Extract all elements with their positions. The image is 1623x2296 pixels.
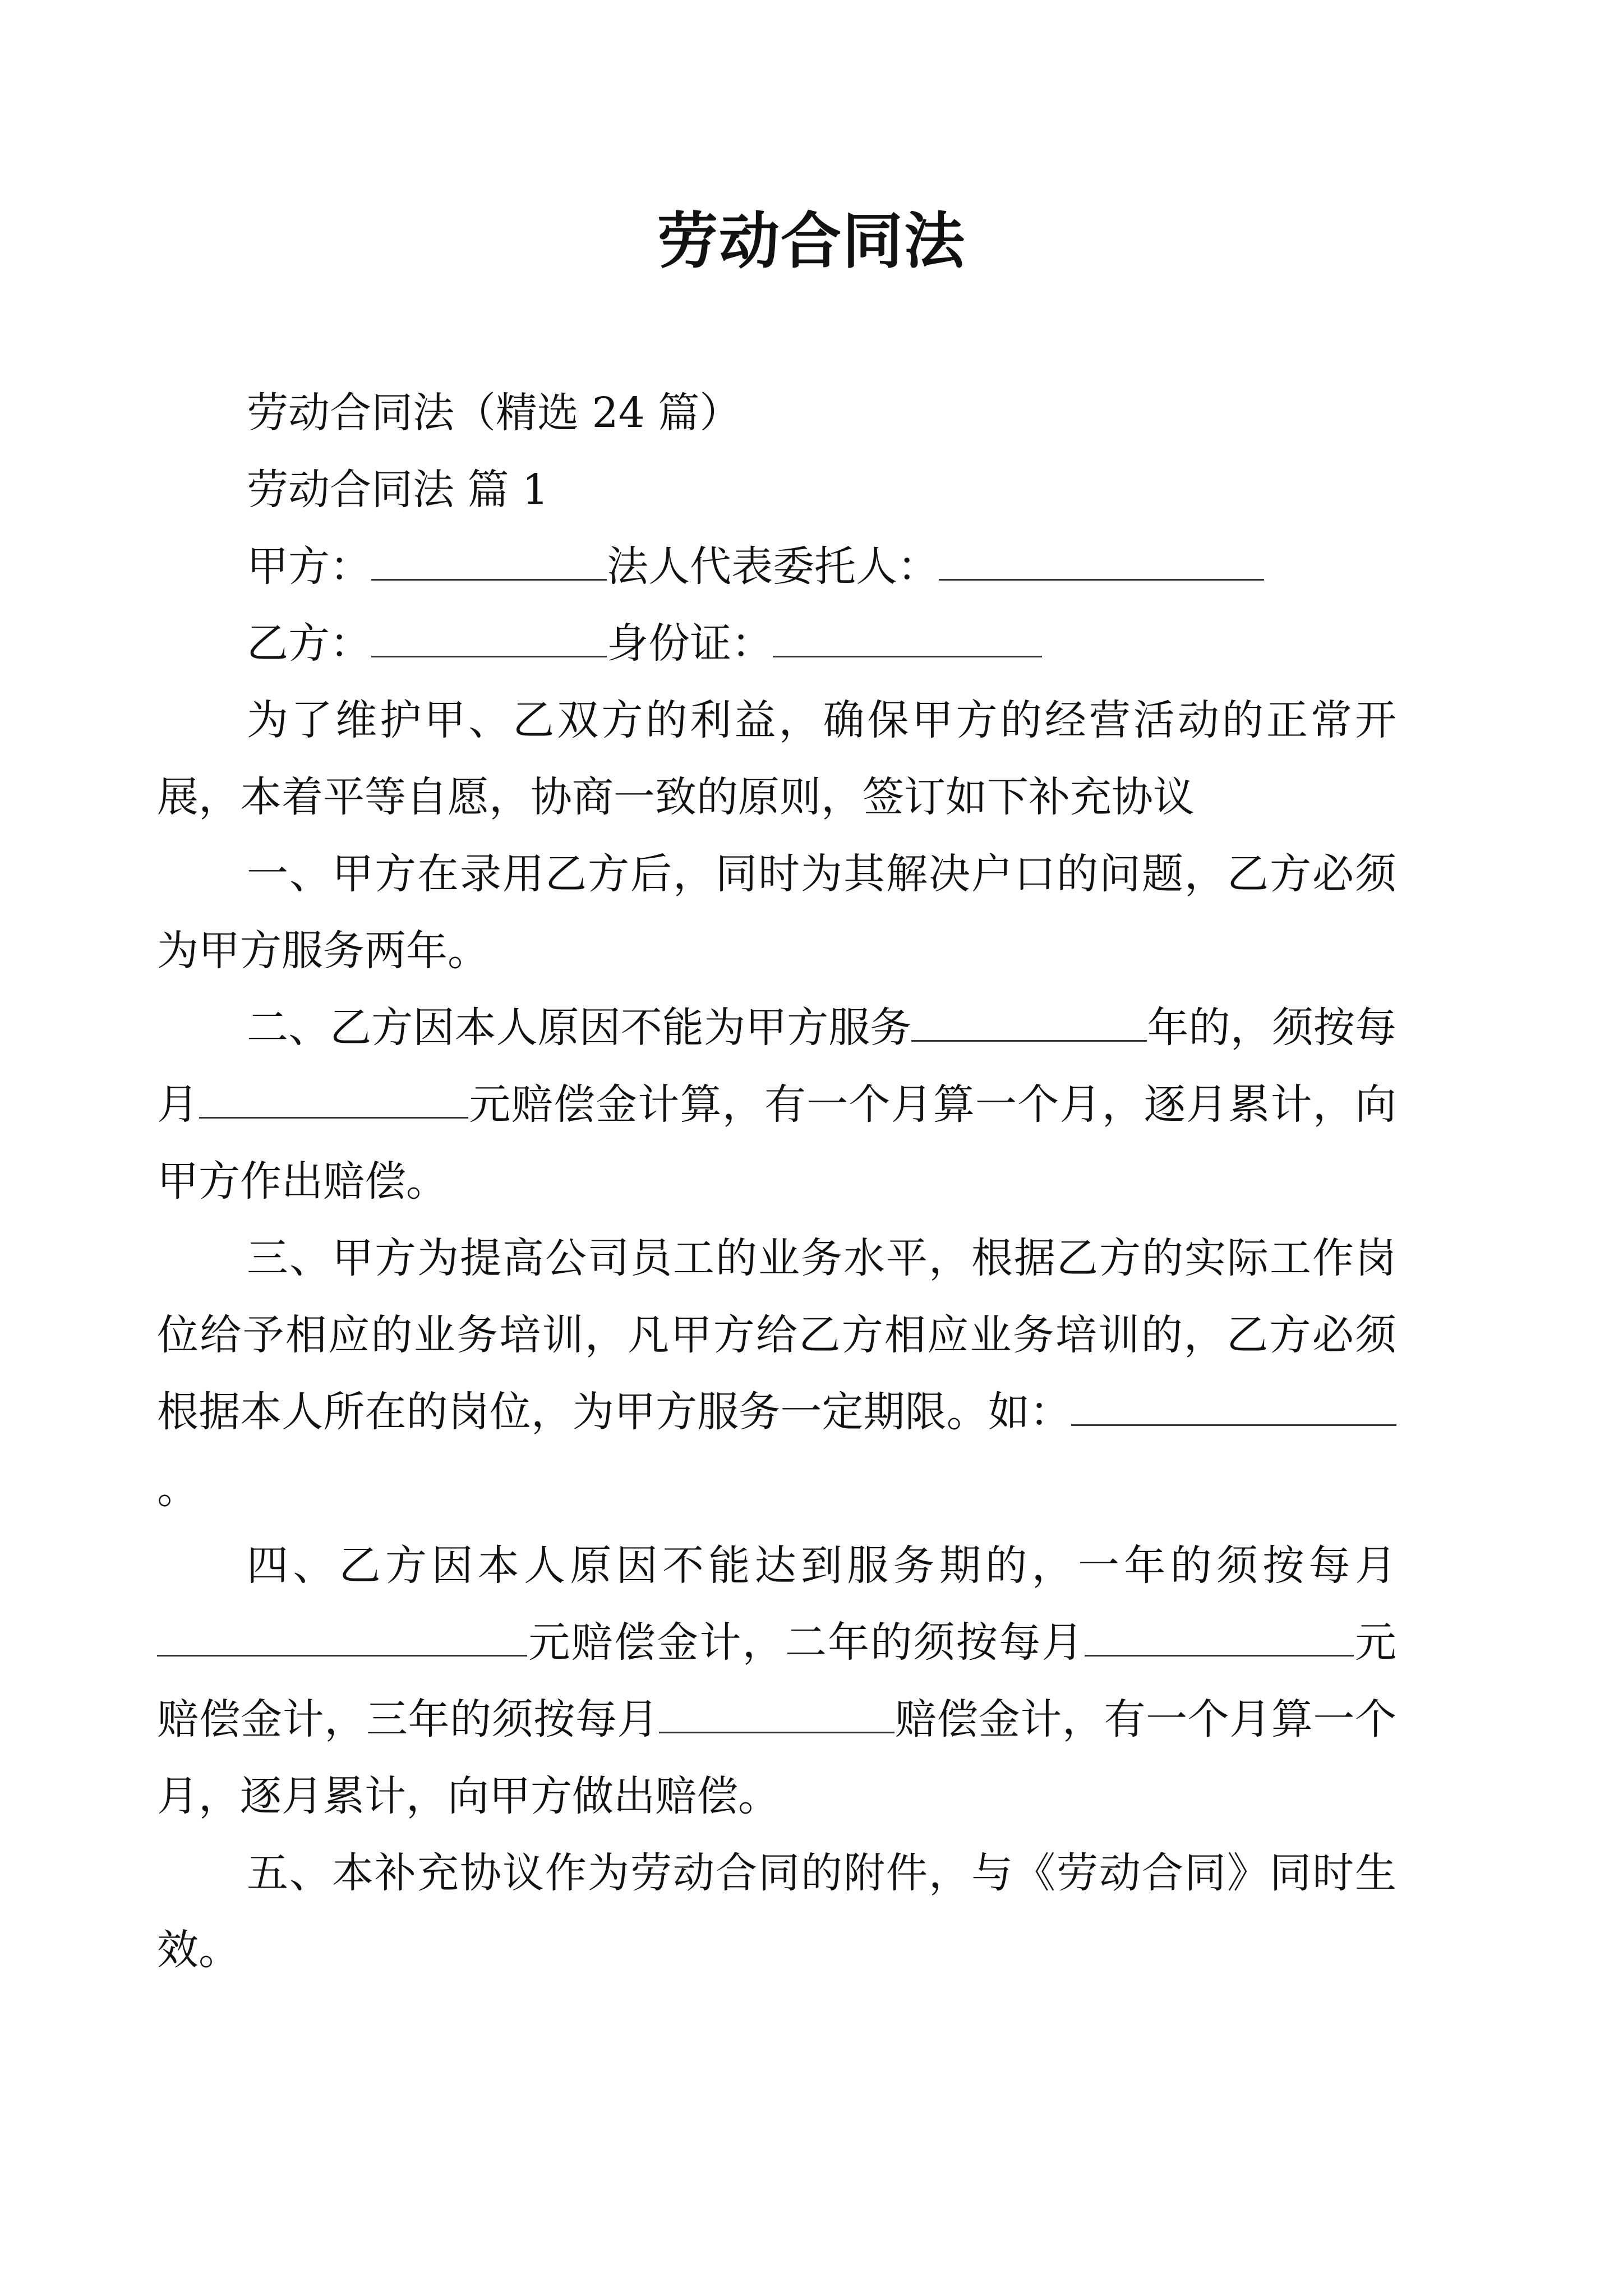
intro-paragraph: 为了维护甲、乙双方的利益，确保甲方的经营活动的正常开展，本着平等自愿，协商一致的原则，签订如下补充协议 [157,696,1396,821]
clause-4-two-year-blank [1085,1608,1354,1657]
party-b-blank [371,609,607,657]
clause-4 [157,1527,1396,1835]
clause-3-part-a: 三、甲方为提高公司员工的业务水平，根据乙方的实际工作岗位给予相应的业务培训，凡甲方给乙方相应业务培训的，乙方必须根据本人所在的岗位，为甲方服务一定期限。如： [157,1234,1396,1436]
clause-4-part-b: 元赔偿金计，二年的须按每月 [527,1618,1085,1667]
party-a-blank [371,532,607,581]
clause-4-three-year-blank [659,1685,895,1733]
clause-3-blank [1071,1377,1396,1426]
document-body [157,375,1397,1989]
clause-2-years-blank [911,993,1147,1042]
party-a-line [247,528,1396,605]
legal-rep-label: 法人代表委托人： [607,542,939,591]
clause-4-part-c: 元赔偿金计，三年的须按每月 [157,1618,1397,1743]
party-a-label: 甲方： [247,542,371,591]
clause-2-amount-blank [199,1070,468,1119]
clause-2-part-a: 二、乙方因本人原因不能为甲方服务 [247,1004,912,1052]
clause-1: 一、甲方在录用乙方后，同时为其解决户口的问题，乙方必须为甲方服务两年。 [157,850,1396,975]
party-b-line [247,605,1396,682]
clause-2 [157,990,1396,1220]
id-blank [773,609,1042,657]
subtitle: 劳动合同法（精选 24 篇） [247,389,741,437]
legal-rep-blank [939,532,1264,581]
clause-4-part-a: 四、乙方因本人原因不能达到服务期的，一年的须按每月 [247,1542,1396,1590]
clause-2-part-c: 元赔偿金计算，有一个月算一个月，逐月累计，向甲方作出赔偿。 [157,1080,1396,1205]
clause-3-part-b: 。 [157,1465,199,1513]
section-heading: 劳动合同法 篇 1 [247,466,549,514]
clause-5: 五、本补充协议作为劳动合同的附件，与《劳动合同》同时生效。 [157,1849,1396,1974]
clause-4-one-year-blank [157,1608,527,1657]
id-label: 身份证： [607,619,773,668]
clause-2-part-b: 年的，须按每月 [157,1004,1396,1129]
document-title: 劳动合同法 [657,206,966,277]
clause-3 [157,1220,1396,1527]
clause-4-part-d: 赔偿金计，有一个月算一个月，逐月累计，向甲方做出赔偿。 [157,1695,1396,1820]
party-b-label: 乙方： [247,619,371,668]
